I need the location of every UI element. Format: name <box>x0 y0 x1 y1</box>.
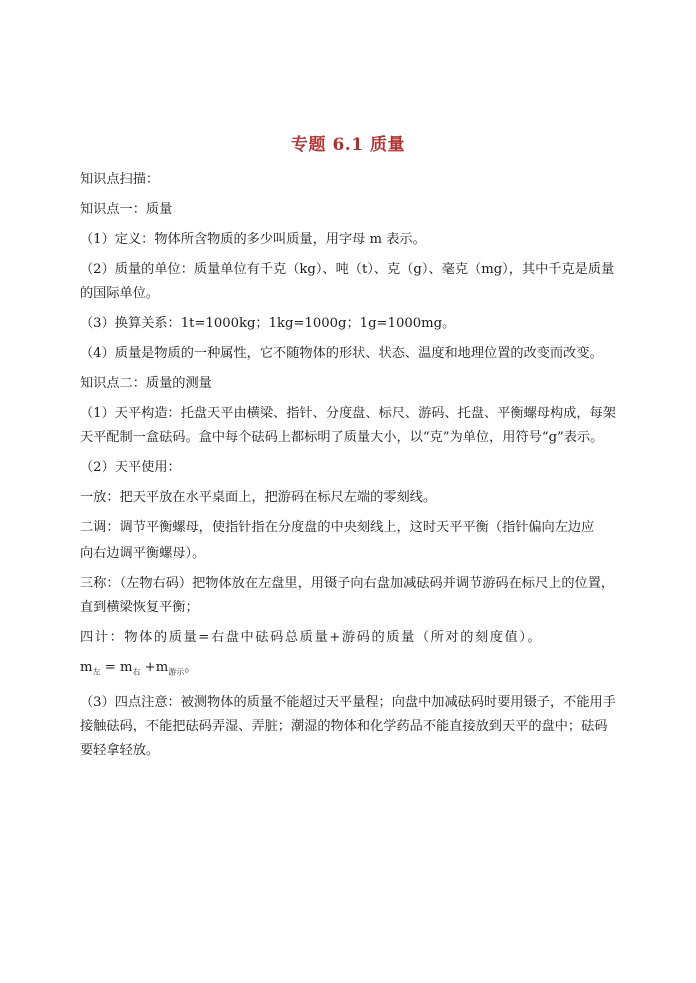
step-adjust-cont: 向右边调平衡螺母）。 <box>80 546 206 561</box>
paragraph-property: （4）质量是物质的一种属性，它不随物体的形状、状态、温度和地理位置的改变而改变。 <box>80 346 603 361</box>
formula-plus: + <box>140 660 156 675</box>
paragraph-structure: （1）天平构造：托盘天平由横梁、指针、分度盘、标尺、游码、托盘、平衡螺母构成，每架天平配制一盒砝码。盒中每个砝码上都标明了质量大小，以“克”为单位，用符号“g”表示。 <box>80 406 616 445</box>
section-heading-2: 知识点二：质量的测量 <box>80 376 212 391</box>
formula-sub-right: 右 <box>132 667 141 677</box>
document-title: 专题 6.1 质量 <box>291 135 405 155</box>
formula-m-right: m <box>119 660 133 675</box>
formula-sub-left: 左 <box>92 667 101 677</box>
formula-sub-rider: 游示 <box>168 667 185 677</box>
step-place: 一放：把天平放在水平桌面上，把游码在标尺左端的零刻线。 <box>80 490 437 505</box>
section-label: 知识点扫描： <box>80 172 160 187</box>
section-heading-1: 知识点一：质量 <box>80 202 173 217</box>
mass-formula <box>80 656 620 685</box>
paragraph-definition: （1）定义：物体所含物质的多少叫质量，用字母 m 表示。 <box>80 232 426 247</box>
step-weigh: 三称：（左物右码）把物体放在左盘里，用镊子向右盘加减砝码并调节游码在标尺上的位置，直到横梁恢复平衡； <box>80 576 615 615</box>
formula-end: 。 <box>184 660 198 675</box>
step-adjust-line1: 二调：调节平衡螺母，使指针指在分度盘的中央刻线上，这时天平平衡（指针偏向左边应 <box>80 520 595 535</box>
paragraph-units: （2）质量的单位：质量单位有千克（kg）、吨（t）、克（g）、毫克（mg），其中千克是质量的国际单位。 <box>80 262 615 301</box>
paragraph-conversion: （3）换算关系：1t=1000kg；1kg=1000g；1g=1000mg。 <box>80 316 456 331</box>
formula-m-rider: m <box>155 660 169 675</box>
paragraph-cautions: （3）四点注意：被测物体的质量不能超过天平量程；向盘中加减砝码时要用镊子，不能用手接触砝码，不能把砝码弄湿、弄脏；潮湿的物体和化学药品不能直接放到天平的盘中；砝码要轻拿轻放。 <box>80 694 616 758</box>
step-adjust <box>80 516 620 540</box>
step-calc: 四计：物体的质量=右盘中砝码总质量+游码的质量（所对的刻度值）。 <box>80 630 543 645</box>
paragraph-usage: （2）天平使用： <box>80 460 181 475</box>
formula-m-left: m <box>80 660 93 675</box>
formula-equals: = <box>100 660 120 675</box>
document-body <box>80 168 620 769</box>
